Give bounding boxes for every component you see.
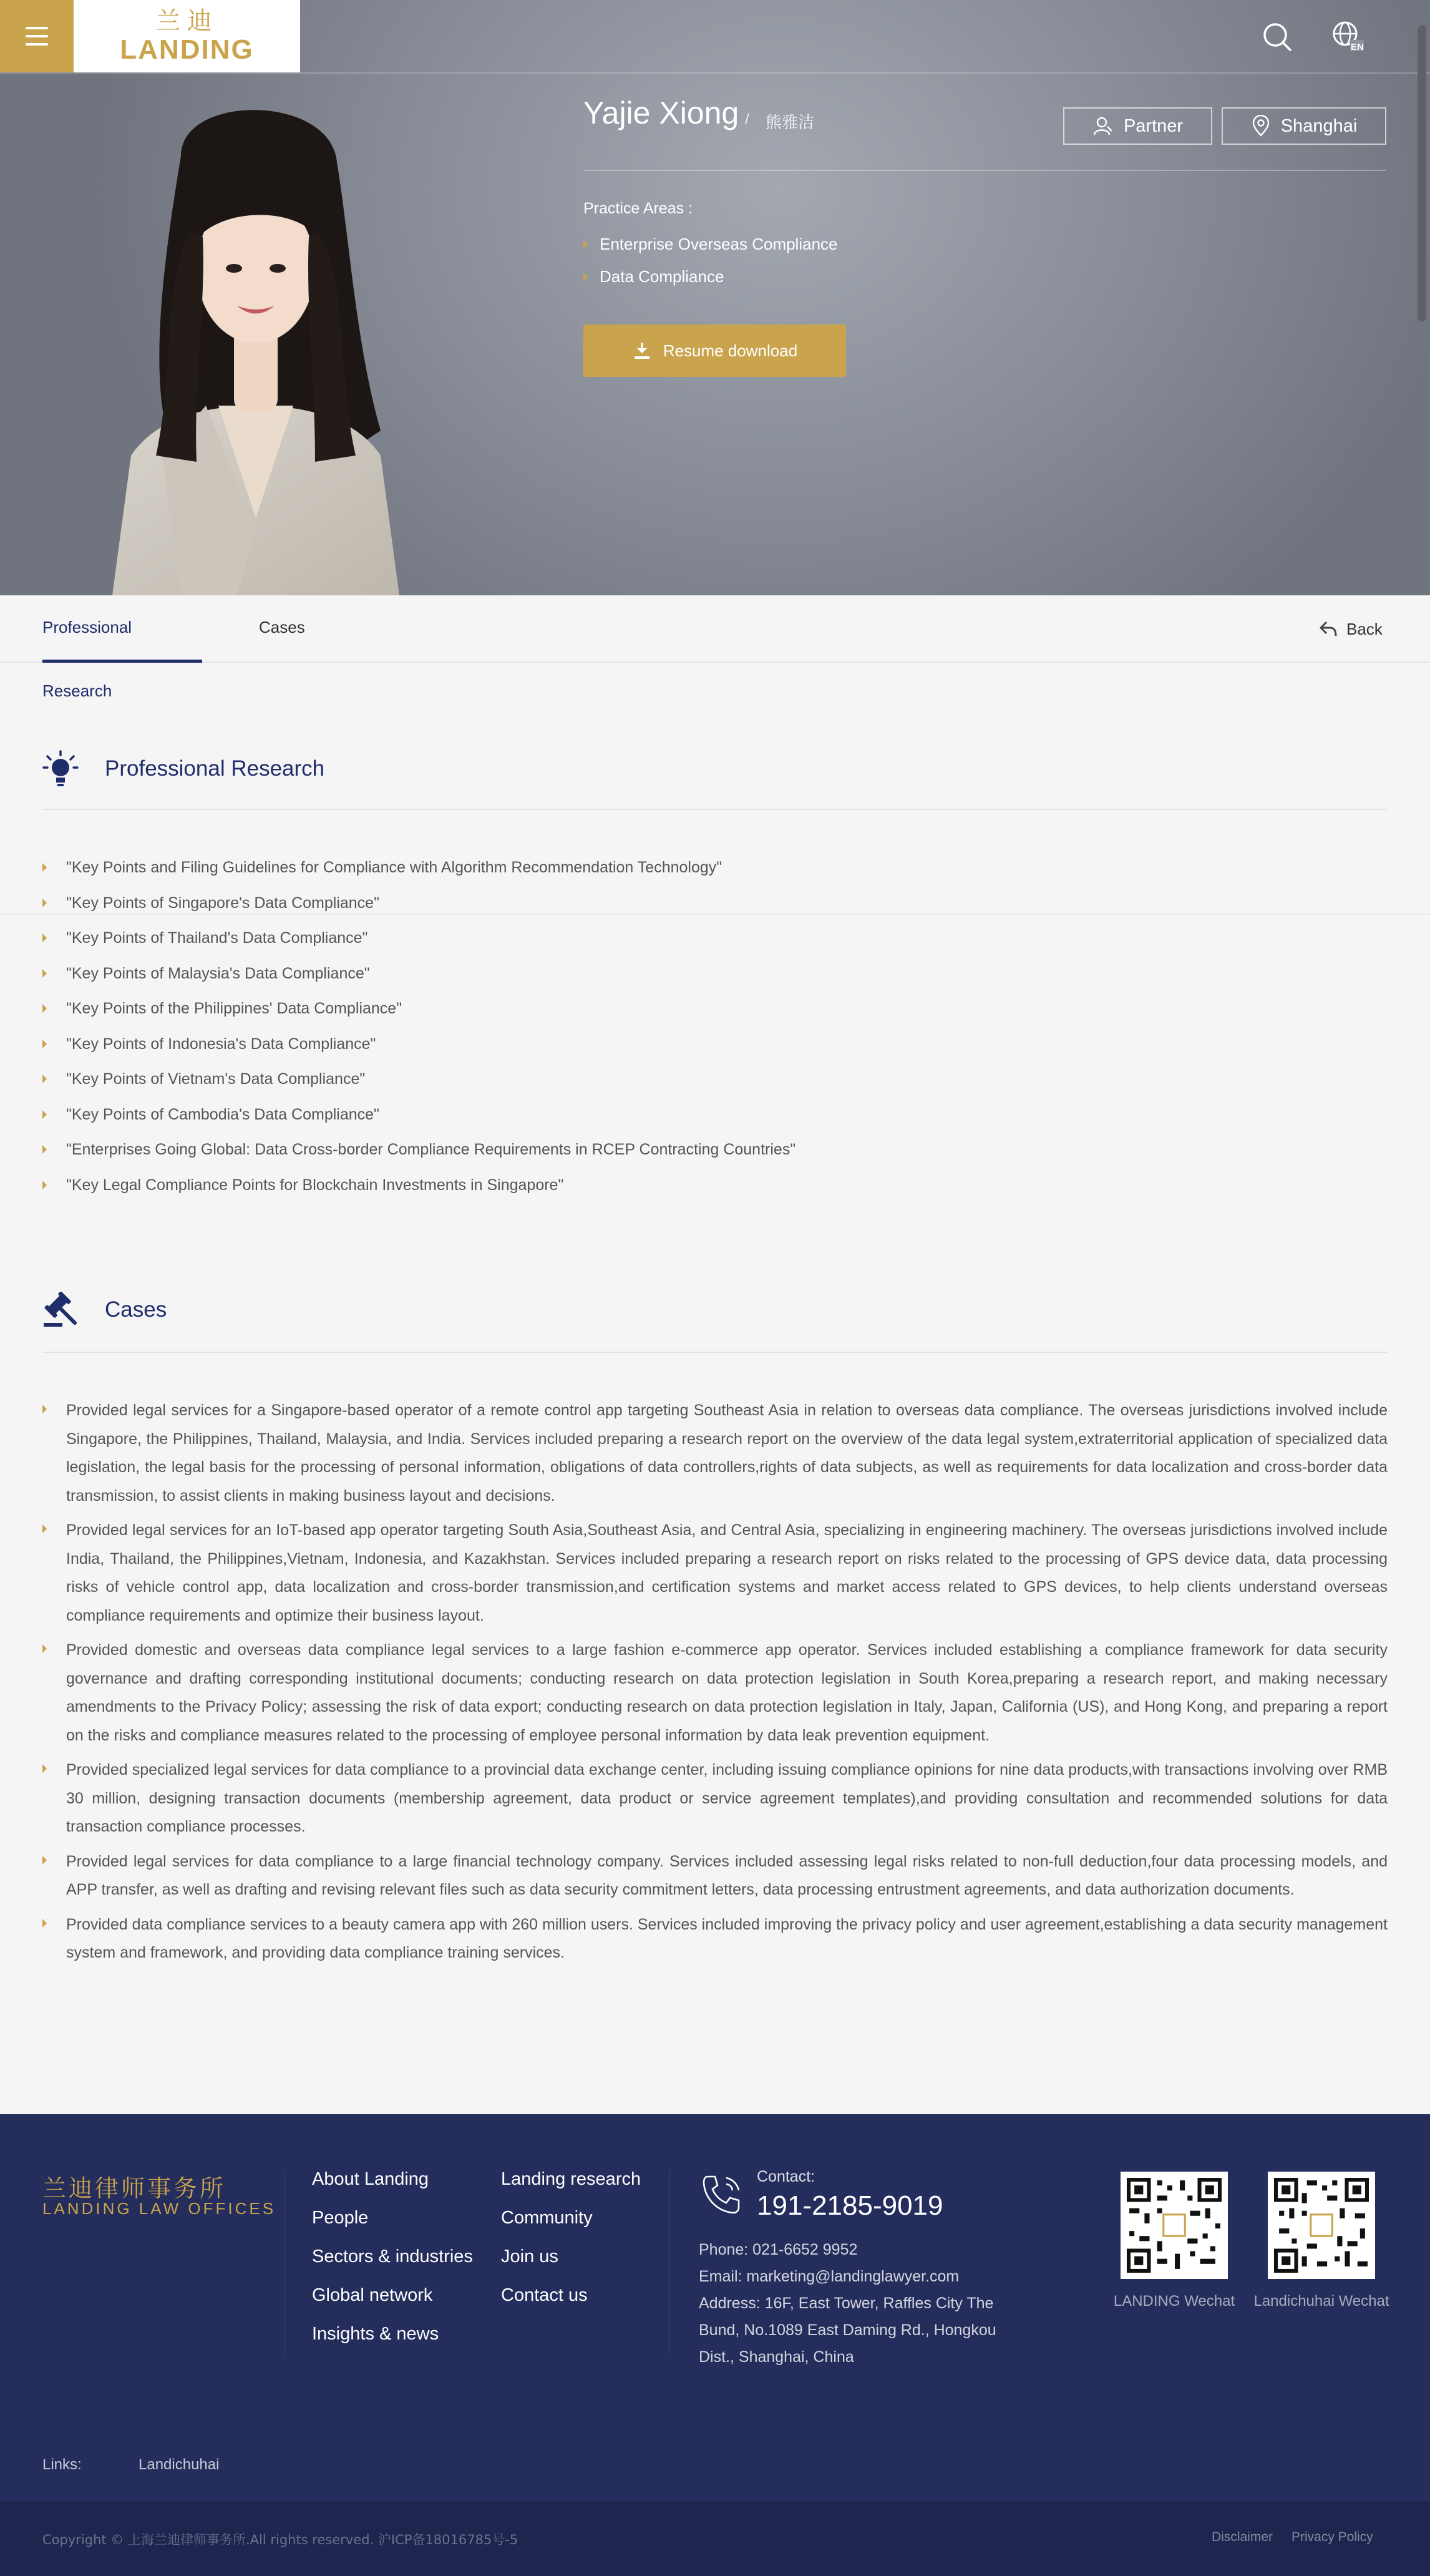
hero-divider <box>583 170 1386 171</box>
resume-download-label: Resume download <box>663 341 798 360</box>
qr-code-landichuhai-wechat <box>1268 2172 1375 2279</box>
case-item: Provided domestic and overseas data compliance legal services to a large fashion e-commerce app operator. Services included establishing a compliance framework for data security governance and drafting corresponding institutional documents; conducting research on data protection legislation in South Korea,preparing a research report, and making necessary amendments to the Privacy Policy; assessing the risk of data export; conducting research on data protection legislation in Italy, Japan, California (US), and Hong Kong, and preparing a report on the risks and compliance measures related to the processing of employee personal information by data leak prevention equipment. <box>42 1636 1388 1750</box>
footer-link-landichuhai[interactable]: Landichuhai <box>139 2456 220 2473</box>
privacy-policy-link[interactable]: Privacy Policy <box>1291 2530 1373 2544</box>
tab-cases[interactable]: Cases <box>259 618 305 637</box>
page-scrollbar[interactable] <box>1418 25 1426 321</box>
research-list <box>42 855 1388 1208</box>
section-divider <box>42 809 1388 810</box>
footer-link-research[interactable]: Landing research <box>501 2169 641 2189</box>
research-item[interactable]: "Key Points of Thailand's Data Compliance" <box>42 925 1388 961</box>
research-item[interactable]: "Key Points of Cambodia's Data Compliance" <box>42 1102 1388 1138</box>
tab-professional-research[interactable]: Professional Research <box>42 595 202 663</box>
partner-tag-label: Partner <box>1123 115 1184 136</box>
contact-hotline[interactable]: 191-2185-9019 <box>757 2190 943 2221</box>
footer-address: Address: 16F, East Tower, Raffles City The Bund, No.1089 East Daming Rd., Hongkou Dist., Shanghai, China <box>699 2295 996 2366</box>
footer-link-insights[interactable]: Insights & news <box>312 2324 439 2344</box>
case-item: Provided legal services for an IoT-based app operator targeting South Asia,Southeast Asia, and Central Asia, specializing in engineering machinery. The overseas jurisdictions involved include India, Thailand, the Philippines,Vietnam, Indonesia, and Kazakhstan. Services included preparing a research report on risks related to the processing of GPS device data, data processing risks of vehicle control app, data localization and cross-border transmission,and certification systems and market access related to GPS devices, to help clients understand overseas compliance requirements and optimize their business layout. <box>42 1516 1388 1630</box>
cases-section-header <box>42 1292 167 1328</box>
phone-icon <box>699 2172 745 2218</box>
case-item: Provided legal services for data compliance to a large financial technology company. Services included assessing legal risks related to non-full deduction,four data processing models, and APP transfer, as well as drafting and revising relevant files such as data security commitment letters, data processing entrustment agreements, and data authorization documents. <box>42 1848 1388 1905</box>
case-item: Provided legal services for a Singapore-based operator of a remote control app targeting Southeast Asia in relation to overseas data compliance. The overseas jurisdictions involved include Singapore, the Philippines, Thailand, Malaysia, and India. Services included preparing a research report on the overview of the data legal system,extraterritorial application of specialized data legislation, the legal basis for the processing of personal information, obligations of data controllers,rights of data subjects, as well as requirements for data localization and cross-border data transmission, to assist clients in making business layout and decisions. <box>42 1397 1388 1510</box>
case-item: Provided data compliance services to a beauty camera app with 260 million users. Services included improving the privacy policy and user agreement,establishing a data security management system and framework, and providing data compliance training services. <box>42 1911 1388 1968</box>
footer-link-contact[interactable]: Contact us <box>501 2285 588 2305</box>
header-divider <box>0 72 1430 74</box>
resume-download-button[interactable] <box>583 324 846 377</box>
back-arrow-icon <box>1319 620 1338 638</box>
footer-phone: Phone: 021-6652 9952 <box>699 2241 858 2258</box>
research-section-title: Professional Research <box>105 756 325 781</box>
research-item[interactable]: "Key Points of the Philippines' Data Compliance" <box>42 996 1388 1032</box>
research-section-header <box>42 749 324 789</box>
research-item[interactable]: "Key Legal Compliance Points for Blockchain Investments in Singapore" <box>42 1173 1388 1208</box>
research-item[interactable]: "Key Points of Vietnam's Data Compliance" <box>42 1066 1388 1102</box>
footer-link-people[interactable]: People <box>312 2208 369 2228</box>
disclaimer-link[interactable]: Disclaimer <box>1212 2530 1273 2544</box>
footer-email[interactable]: Email: marketing@landinglawyer.com <box>699 2268 960 2285</box>
section-divider <box>42 1352 1388 1353</box>
footer-link-community[interactable]: Community <box>501 2208 593 2228</box>
location-pin-icon <box>1251 115 1271 137</box>
cases-list <box>42 1397 1388 1974</box>
footer-logo-english: LANDING LAW OFFICES <box>42 2199 276 2218</box>
research-item[interactable]: "Key Points of Malaysia's Data Compliance" <box>42 961 1388 997</box>
practice-area-item[interactable]: Data Compliance <box>583 267 724 286</box>
footer-links-label: Links: <box>42 2456 82 2473</box>
search-icon[interactable] <box>1259 19 1295 55</box>
case-item: Provided specialized legal services for data compliance to a provincial data exchange center, including issuing compliance opinions for nine data products,with transactions involving over RMB 30 million, designing transaction documents (membership agreement, data product or service agreement templates),and providing consultation and recommended solutions for data transaction compliance processes. <box>42 1756 1388 1842</box>
qr-code-landing-wechat <box>1121 2172 1228 2279</box>
hamburger-icon <box>26 27 48 29</box>
portrait-photo <box>87 81 424 595</box>
logo-english: LANDING <box>120 34 254 65</box>
attorney-name-chinese: 熊雅洁 <box>766 114 815 132</box>
contact-label: Contact: <box>757 2168 815 2185</box>
attorney-name: Yajie Xiong <box>583 95 739 130</box>
footer-link-about[interactable]: About Landing <box>312 2169 429 2189</box>
name-separator: / <box>745 111 749 128</box>
research-item[interactable]: "Enterprises Going Global: Data Cross-border Compliance Requirements in RCEP Contracting Countries" <box>42 1137 1388 1173</box>
footer-link-join[interactable]: Join us <box>501 2247 558 2266</box>
download-icon <box>632 341 652 361</box>
user-icon <box>1092 115 1114 137</box>
menu-button[interactable] <box>0 0 74 72</box>
back-label: Back <box>1346 619 1383 638</box>
lightbulb-icon <box>42 749 79 789</box>
qr-label-landichuhai: Landichuhai Wechat <box>1253 2293 1389 2310</box>
back-link[interactable] <box>1319 595 1383 663</box>
qr-label-landing: LANDING Wechat <box>1113 2293 1235 2310</box>
research-item[interactable]: "Key Points of Indonesia's Data Compliance" <box>42 1032 1388 1067</box>
location-tag[interactable] <box>1222 107 1386 145</box>
cases-section-title: Cases <box>105 1297 167 1322</box>
copyright-text: Copyright © 上海兰迪律师事务所.All rights reserved. 沪ICP备18016785号-5 <box>42 2532 518 2547</box>
footer-link-global-network[interactable]: Global network <box>312 2285 433 2305</box>
research-item[interactable]: "Key Points of Singapore's Data Compliance" <box>42 890 1388 926</box>
practice-areas-label: Practice Areas : <box>583 200 693 217</box>
logo-chinese: 兰迪 <box>155 7 218 36</box>
location-tag-label: Shanghai <box>1280 115 1358 136</box>
gavel-icon <box>42 1292 79 1328</box>
site-footer <box>0 2114 1430 2501</box>
site-logo[interactable] <box>74 0 300 72</box>
globe-en-icon[interactable] <box>1329 19 1365 55</box>
research-item[interactable]: "Key Points and Filing Guidelines for Compliance with Algorithm Recommendation Technology" <box>42 855 1388 890</box>
footer-link-sectors[interactable]: Sectors & industries <box>312 2247 473 2266</box>
footer-bottom-bar <box>0 2501 1430 2576</box>
svg-text:EN: EN <box>1351 42 1364 52</box>
partner-tag[interactable] <box>1063 107 1212 145</box>
practice-area-item[interactable]: Enterprise Overseas Compliance <box>583 235 838 254</box>
profile-tabs <box>0 595 1430 700</box>
profile-hero <box>0 0 1430 595</box>
footer-logo-chinese: 兰迪律师事务所 <box>42 2175 226 2202</box>
